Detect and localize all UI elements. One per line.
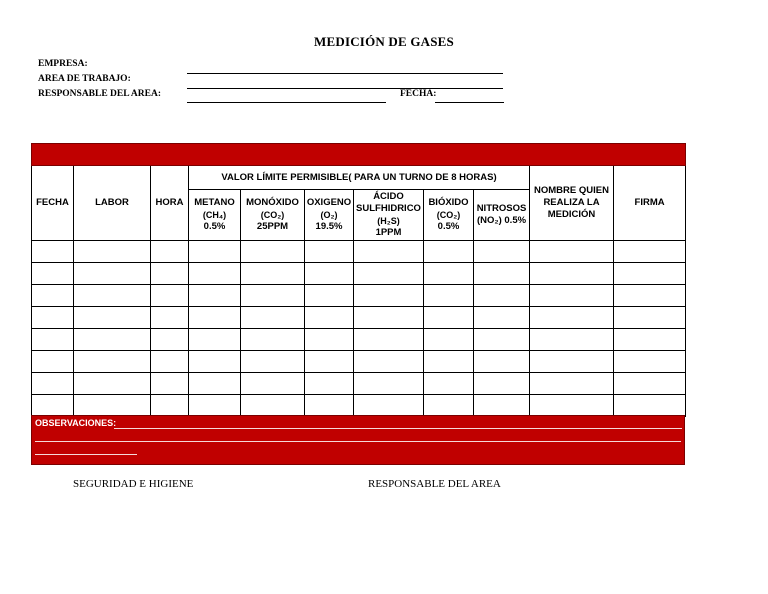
column-nombre-line-3: MEDICIÓN	[547, 209, 596, 220]
table-row	[32, 351, 686, 373]
table-cell[interactable]	[32, 241, 74, 263]
table-cell[interactable]	[424, 307, 474, 329]
table-row	[32, 329, 686, 351]
table-cell[interactable]	[474, 395, 530, 417]
table-cell[interactable]	[189, 263, 241, 285]
table-cell[interactable]	[241, 285, 305, 307]
table-cell[interactable]	[354, 263, 424, 285]
table-cell[interactable]	[424, 263, 474, 285]
table-cell[interactable]	[32, 285, 74, 307]
table-cell[interactable]	[530, 351, 614, 373]
nitrosos-name: NITROSOS	[476, 203, 527, 214]
table-cell[interactable]	[189, 373, 241, 395]
table-cell[interactable]	[151, 241, 189, 263]
table-cell[interactable]	[530, 307, 614, 329]
table-cell[interactable]	[241, 307, 305, 329]
table-cell[interactable]	[424, 285, 474, 307]
table-cell[interactable]	[32, 263, 74, 285]
observaciones-line-2[interactable]	[35, 441, 681, 442]
table-cell[interactable]	[474, 329, 530, 351]
table-cell[interactable]	[354, 241, 424, 263]
table-cell[interactable]	[305, 307, 354, 329]
table-row	[32, 395, 686, 417]
table-cell[interactable]	[305, 263, 354, 285]
table-cell[interactable]	[241, 329, 305, 351]
monoxido-formula: (CO₂)	[260, 210, 285, 220]
table-row	[32, 373, 686, 395]
table-cell[interactable]	[32, 329, 74, 351]
acido-formula: (H₂S)	[377, 216, 400, 226]
table-row	[32, 263, 686, 285]
table-cell[interactable]	[614, 351, 686, 373]
table-cell[interactable]	[74, 329, 151, 351]
table-cell[interactable]	[530, 329, 614, 351]
metano-formula: (CH₄)	[202, 210, 227, 220]
table-cell[interactable]	[354, 395, 424, 417]
metano-name: METANO	[194, 197, 235, 208]
bioxido-formula: (CO₂)	[436, 210, 461, 220]
table-cell[interactable]	[530, 395, 614, 417]
table-red-header-bar	[32, 144, 686, 166]
table-cell[interactable]	[74, 395, 151, 417]
table-cell[interactable]	[189, 351, 241, 373]
table-cell[interactable]	[151, 329, 189, 351]
table-cell[interactable]	[241, 395, 305, 417]
bioxido-name: BIÓXIDO	[428, 197, 469, 208]
acido-name-2: SULFHIDRICO	[356, 203, 421, 214]
table-cell[interactable]	[305, 373, 354, 395]
table-cell[interactable]	[241, 241, 305, 263]
column-nombre-medicion	[530, 166, 614, 241]
table-cell[interactable]	[474, 307, 530, 329]
column-fecha: FECHA	[32, 166, 74, 241]
observaciones-line-3[interactable]	[35, 454, 137, 455]
table-cell[interactable]	[151, 395, 189, 417]
table-cell[interactable]	[614, 263, 686, 285]
table-cell[interactable]	[74, 263, 151, 285]
limit-value-group-header: VALOR LÍMITE PERMISIBLE( PARA UN TURNO DE 8 HORAS)	[189, 166, 530, 190]
table-cell[interactable]	[32, 395, 74, 417]
fecha-label: FECHA:	[400, 89, 437, 99]
table-cell[interactable]	[614, 307, 686, 329]
table-cell[interactable]	[474, 285, 530, 307]
oxigeno-formula: (O₂)	[320, 210, 338, 220]
table-cell[interactable]	[189, 285, 241, 307]
table-cell[interactable]	[474, 263, 530, 285]
table-cell[interactable]	[530, 285, 614, 307]
bioxido-limit: 0.5%	[437, 221, 460, 232]
nitrosos-formula-limit: (NO₂) 0.5%	[476, 215, 527, 226]
table-cell[interactable]	[151, 373, 189, 395]
table-cell[interactable]	[32, 351, 74, 373]
table-cell[interactable]	[305, 351, 354, 373]
column-nitrosos	[474, 190, 530, 241]
table-cell[interactable]	[474, 351, 530, 373]
signature-responsable-area: RESPONSABLE DEL AREA	[368, 478, 501, 490]
table-cell[interactable]	[151, 285, 189, 307]
observaciones-box[interactable]	[31, 415, 685, 465]
table-cell[interactable]	[614, 395, 686, 417]
table-cell[interactable]	[241, 351, 305, 373]
table-cell[interactable]	[614, 241, 686, 263]
table-cell[interactable]	[614, 329, 686, 351]
column-metano	[189, 190, 241, 241]
table-cell[interactable]	[32, 373, 74, 395]
table-cell[interactable]	[189, 395, 241, 417]
table-cell[interactable]	[305, 285, 354, 307]
table-cell[interactable]	[241, 263, 305, 285]
table-cell[interactable]	[614, 285, 686, 307]
table-cell[interactable]	[151, 351, 189, 373]
table-cell[interactable]	[189, 307, 241, 329]
table-cell[interactable]	[74, 285, 151, 307]
table-cell[interactable]	[74, 307, 151, 329]
table-cell[interactable]	[354, 307, 424, 329]
empresa-field-line[interactable]	[187, 73, 503, 74]
responsable-field-line[interactable]	[187, 102, 386, 103]
observaciones-line-1[interactable]	[114, 428, 682, 429]
table-cell[interactable]	[354, 329, 424, 351]
column-oxigeno	[305, 190, 354, 241]
table-cell[interactable]	[305, 241, 354, 263]
column-bioxido	[424, 190, 474, 241]
oxigeno-limit: 19.5%	[315, 221, 343, 232]
table-cell[interactable]	[189, 329, 241, 351]
table-cell[interactable]	[424, 373, 474, 395]
table-cell[interactable]	[474, 373, 530, 395]
column-hora: HORA	[151, 166, 189, 241]
table-cell[interactable]	[424, 351, 474, 373]
observaciones-label: OBSERVACIONES:	[35, 418, 117, 428]
column-firma: FIRMA	[614, 166, 686, 241]
table-cell[interactable]	[354, 351, 424, 373]
measurement-table	[31, 143, 686, 417]
signature-seguridad-higiene: SEGURIDAD E HIGIENE	[73, 478, 194, 490]
area-label: AREA DE TRABAJO:	[38, 74, 131, 84]
column-labor: LABOR	[74, 166, 151, 241]
area-field-line[interactable]	[187, 88, 503, 89]
table-cell[interactable]	[74, 241, 151, 263]
table-cell[interactable]	[474, 241, 530, 263]
oxigeno-name: OXIGENO	[306, 197, 352, 208]
table-cell[interactable]	[354, 285, 424, 307]
column-acido-sulfhidrico	[354, 190, 424, 241]
table-cell[interactable]	[151, 263, 189, 285]
table-cell[interactable]	[74, 373, 151, 395]
table-row	[32, 285, 686, 307]
table-cell[interactable]	[424, 241, 474, 263]
table-cell[interactable]	[424, 329, 474, 351]
empresa-label: EMPRESA:	[38, 59, 88, 69]
table-cell[interactable]	[614, 373, 686, 395]
fecha-field-line[interactable]	[435, 102, 504, 103]
table-row	[32, 241, 686, 263]
table-cell[interactable]	[74, 351, 151, 373]
table-cell[interactable]	[305, 395, 354, 417]
table-cell[interactable]	[354, 373, 424, 395]
table-cell[interactable]	[241, 373, 305, 395]
acido-name-1: ÁCIDO	[373, 191, 404, 202]
responsable-label: RESPONSABLE DEL AREA:	[38, 89, 162, 99]
column-nombre-line-2: REALIZA LA	[543, 197, 600, 208]
table-body	[32, 241, 686, 417]
column-monoxido	[241, 190, 305, 241]
table-cell[interactable]	[530, 373, 614, 395]
table-cell[interactable]	[151, 307, 189, 329]
table-cell[interactable]	[305, 329, 354, 351]
monoxido-name: MONÓXIDO	[246, 197, 299, 208]
monoxido-limit: 25PPM	[256, 221, 289, 232]
document-title: MEDICIÓN DE GASES	[314, 34, 454, 49]
table-cell[interactable]	[424, 395, 474, 417]
acido-limit: 1PPM	[375, 227, 402, 238]
table-cell[interactable]	[189, 241, 241, 263]
column-nombre-line-1: NOMBRE QUIEN	[534, 185, 609, 196]
table-cell[interactable]	[530, 263, 614, 285]
table-cell[interactable]	[530, 241, 614, 263]
table-cell[interactable]	[32, 307, 74, 329]
metano-limit: 0.5%	[203, 221, 226, 232]
table-row	[32, 307, 686, 329]
